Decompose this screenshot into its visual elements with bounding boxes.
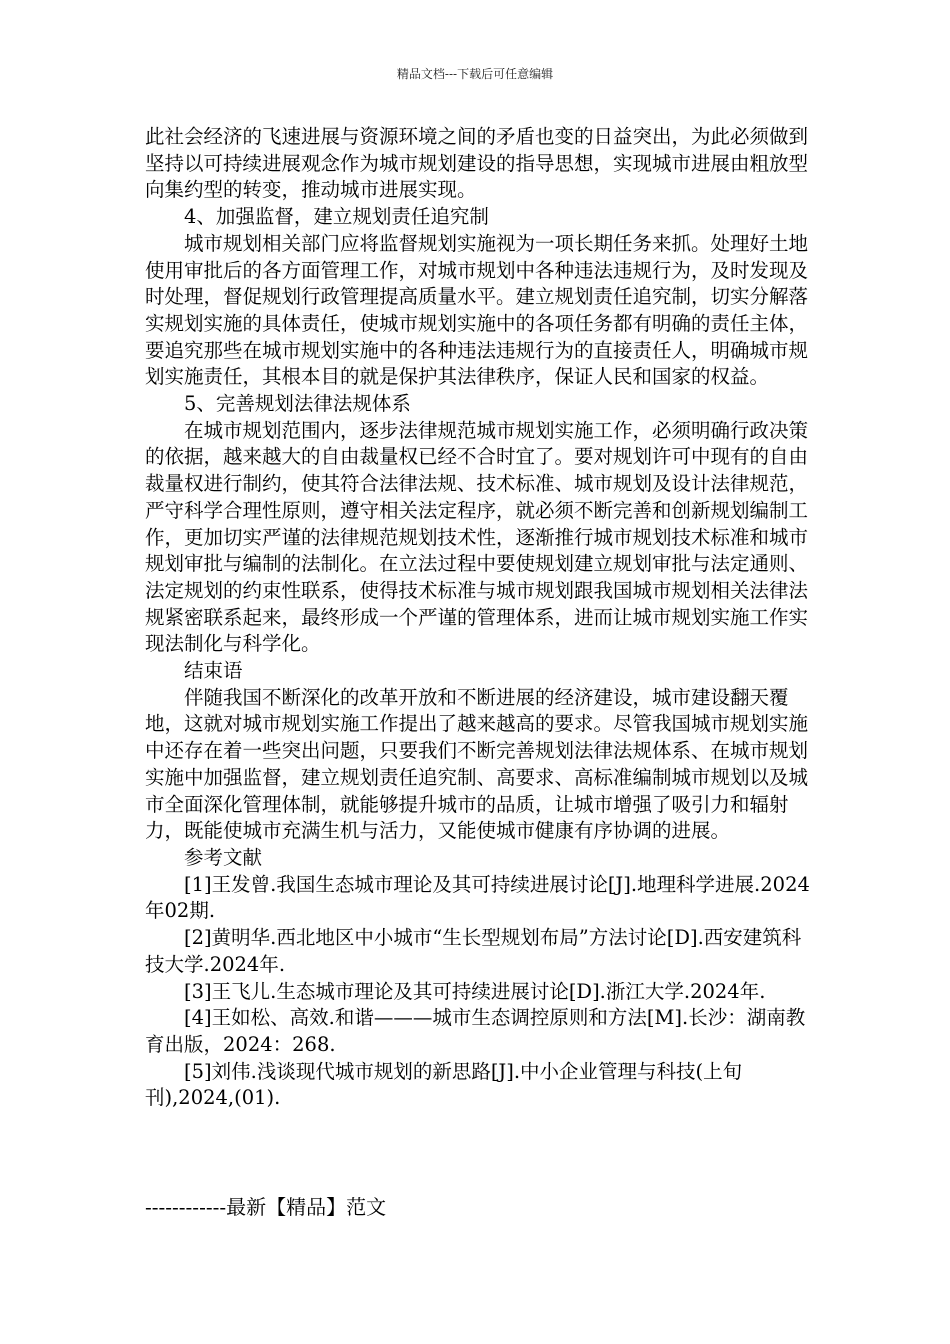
page-footer: ------------最新【精品】范文 bbox=[145, 1195, 387, 1219]
paragraph-conclusion: 伴随我国不断深化的改革开放和不断进展的经济建设，城市建设翻天覆地，这就对城市规划实施工作提出了越来越高的要求。尽管我国城市规划实施中还存在着一些突出问题，只要我们不断完善规划法律法规体系、在城市规划实施中加强监督，建立规划责任追究制、高要求、高标准编制城市规划以及城市全面深化管理体制，就能够提升城市的品质，让城市增强了吸引力和辐射力，既能使城市充满生机与活力，又能使城市健康有序协调的进展。 bbox=[145, 685, 809, 843]
document-body bbox=[145, 124, 810, 1112]
reference-item: [1]王发曾.我国生态城市理论及其可持续进展讨论[J].地理科学进展.2024年02期. bbox=[145, 872, 810, 923]
reference-item: [4]王如松、高效.和谐———城市生态调控原则和方法[M].长沙：湖南教育出版，2024：268. bbox=[145, 1006, 806, 1056]
section-heading-4: 4、加强监督，建立规划责任追究制 bbox=[184, 205, 489, 229]
paragraph-supervision: 城市规划相关部门应将监督规划实施视为一项长期任务来抓。处理好土地使用审批后的各方面管理工作，对城市规划中各种违法违规行为，及时发现及时处理，督促规划行政管理提高质量水平。建立规划责任追究制，切实分解落实规划实施的具体责任，使城市规划实施中的各项任务都有明确的责任主体，要追究那些在城市规划实施中的各种违法违规行为的直接责任人，明确城市规划实施责任，其根本目的就是保护其法律秩序，保证人民和国家的权益。 bbox=[145, 231, 809, 389]
paragraph-continuation: 此社会经济的飞速进展与资源环境之间的矛盾也变的日益突出，为此必须做到坚持以可持续进展观念作为城市规划建设的指导思想，实现城市进展由粗放型向集约型的转变，推动城市进展实现。 bbox=[145, 125, 809, 202]
reference-item: [3]王飞儿.生态城市理论及其可持续进展讨论[D].浙江大学.2024年. bbox=[184, 979, 766, 1003]
page-header: 精品文档---下载后可任意编辑 bbox=[396, 67, 554, 81]
conclusion-heading: 结束语 bbox=[184, 659, 243, 683]
paragraph-legal-system: 在城市规划范围内，逐步法律规范城市规划实施工作，必须明确行政决策的依据，越来越大的自由裁量权已经不合时宜了。要对规划许可中现有的自由裁量权进行制约，使其符合法律法规、技术标准、城市规划及设计法律规范，严守科学合理性原则，遵守相关法定程序，就必须不断完善和创新规划编制工作，更加切实严谨的法律规范规划技术性，逐渐推行城市规划技术标准和城市规划审批与编制的法制化。在立法过程中要使规划建立规划审批与法定通则、法定规划的约束性联系，使得技术标准与城市规划跟我国城市规划相关法律法规紧密联系起来，最终形成一个严谨的管理体系，进而让城市规划实施工作实现法制化与科学化。 bbox=[145, 418, 809, 656]
section-heading-5: 5、完善规划法律法规体系 bbox=[184, 392, 411, 416]
references-heading: 参考文献 bbox=[184, 845, 263, 869]
reference-item: [5]刘伟.浅谈现代城市规划的新思路[J].中小企业管理与科技(上旬刊),2024,(01). bbox=[145, 1059, 743, 1110]
reference-item: [2]黄明华.西北地区中小城市“生长型规划布局”方法讨论[D].西安建筑科技大学.2024年. bbox=[145, 926, 802, 976]
